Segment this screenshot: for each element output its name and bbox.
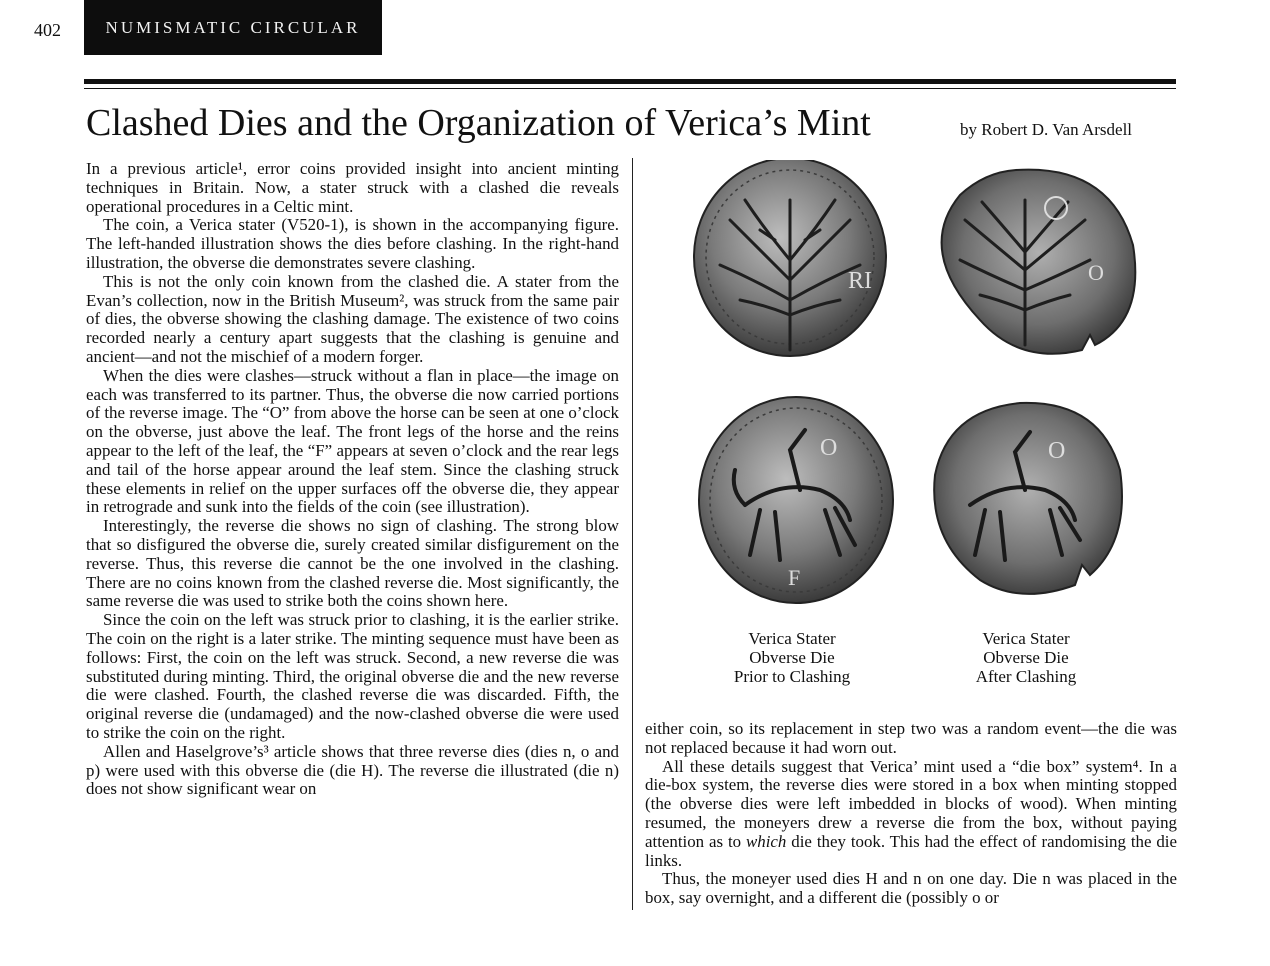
emphasis-text: which [746,831,787,851]
paragraph: either coin, so its replacement in step two was a random event—the die was not replaced because it had worn out. [645,719,1177,757]
coin-inscription: O [820,435,838,461]
caption-line: Verica Stater [982,629,1070,648]
paragraph: Allen and Haselgrove’s³ article shows that three reverse dies (dies n, o and p) were used with this obverse die (die H). The reverse die illustrated (die n) does not show significant wear on [86,741,619,799]
article-title: Clashed Dies and the Organization of Verica’s Mint [86,102,871,144]
caption-line: Verica Stater [748,629,836,648]
paragraph [645,758,1177,871]
coin-inscription: O [1048,438,1066,464]
paragraph: Thus, the moneyer used dies H and n on one day. Die n was placed in the box, say overnight, and a different die (possibly o or [645,869,1177,908]
paragraph: This is not the only coin known from the clashed die. A stater from the Evan’s collection, now in the British Museum², was struck from the same pair of dies, the obverse showing the clashing damage. The existence of two coins recorded nearly a century apart suggests that the clashing is genuine and ancient—and not the mischief of a modern forger. [86,271,619,366]
caption-line: After Clashing [975,667,1077,686]
header-rule-thick [84,79,1176,84]
coin-illustration [690,160,1170,630]
caption-after-clashing [926,629,1126,686]
journal-name: NUMISMATIC CIRCULAR [105,17,361,37]
paragraph-text: die they took. This had the effect of randomising the die links. [645,831,1177,870]
coin-inscription: F [788,565,801,590]
caption-line: Obverse Die [749,648,835,667]
caption-line: Obverse Die [983,648,1069,667]
paragraph: Since the coin on the left was struck prior to clashing, it is the earlier strike. The coin on the right is a later strike. The minting sequence must have been as follows: First, the coin on the left was struck. Second, a new reverse die was substituted during minting. Third, the original obverse die and the new reverse die were clashed. Fourth, the clashed reverse die was discarded. Fifth, the original reverse die (undamaged) and the now-clashed obverse die were used to strike the coin on the right. [86,610,619,742]
coin-inscription: RI [848,268,872,294]
paragraph-text: All these details suggest that Verica’ mint used a “die box” system⁴. In a die-box system, the reverse dies were stored in a box when minting stopped (the obverse dies were left imbedded in blocks of wood). When minting resumed, the moneyers drew a reverse die from the box, without paying attention as to [645,756,1177,851]
page-number: 402 [34,20,61,40]
header-rule-thin [84,88,1176,89]
coin-obverse-prior [694,160,886,356]
paragraph: In a previous article¹, error coins provided insight into ancient minting techniques in Britain. Now, a stater struck with a clashed die reveals operational procedures in a Celtic mint. [86,159,619,216]
article-byline: by Robert D. Van Arsdell [960,120,1133,139]
caption-prior-to-clashing [692,629,892,686]
column-divider [632,158,633,910]
paragraph: The coin, a Verica stater (V520-1), is shown in the accompanying figure. The left-handed illustration shows the dies before clashing. In the right-hand illustration, the obverse die demonstrates severe clashing. [86,215,619,272]
coin-reverse-prior [699,397,893,603]
coin-figure [690,160,1170,630]
right-text-column [645,720,1177,908]
left-text-column [86,160,619,799]
journal-masthead [84,0,382,55]
paragraph: When the dies were clashes—struck without a flan in place—the image on each was transferred to its partner. Thus, the obverse die now carried portions of the reverse image. The “O” from above the horse can be seen at one o’clock on the obverse, just above the leaf. The front legs of the horse and the reins appear to the left of the leaf, the “F” appears at seven o’clock and the rear legs and tail of the horse appear around the leaf stem. Since the clashing struck these elements in relief on the upper surfaces off the obverse die, they appear in retrograde and sunk into the fields of the coin (see illustration). [86,365,619,517]
paragraph: Interestingly, the reverse die shows no sign of clashing. The strong blow that so disfigured the obverse die, surely created similar disfigurement on the reverse. Thus, this reverse die cannot be the one involved in the clashing. There are no coins known from the clashed reverse die. Most significantly, the same reverse die was used to strike both the coins shown here. [86,516,619,611]
coin-inscription: O [1088,260,1104,285]
caption-line: Prior to Clashing [733,667,851,686]
coin-reverse-after [934,403,1122,594]
coin-obverse-after [942,170,1136,354]
